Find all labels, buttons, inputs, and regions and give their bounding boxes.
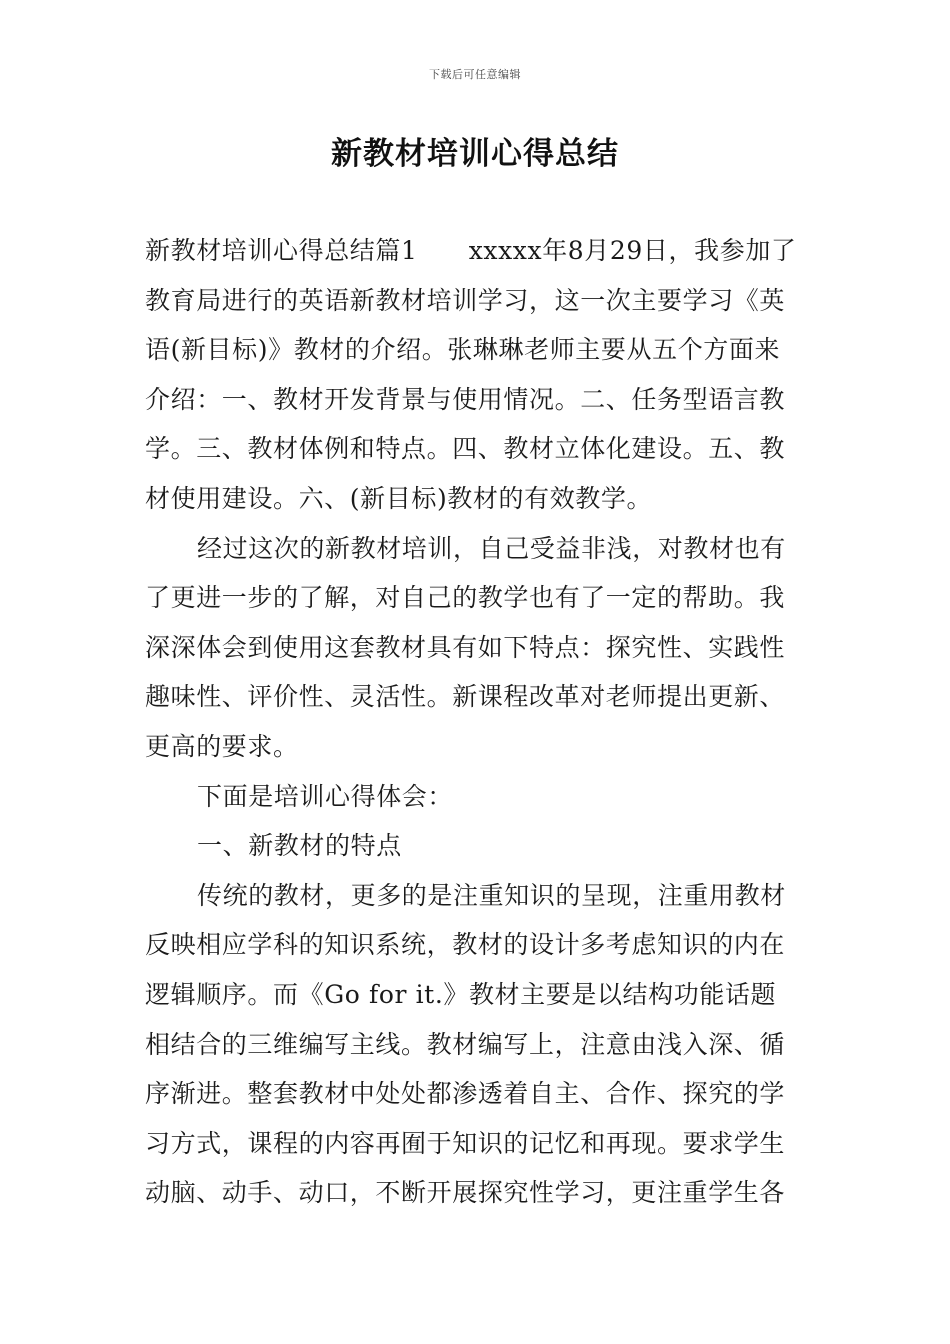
body-line: 新教材培训心得总结篇1 xxxxx年8月29日，我参加了 [145, 236, 797, 265]
body-line: 一、新教材的特点 [197, 831, 402, 861]
body-line: 经过这次的新教材培训，自己受益非浅，对教材也有 [197, 533, 786, 563]
page-header-note: 下载后可任意编辑 [429, 68, 521, 81]
body-line: 逻辑顺序。而《Go for it.》教材主要是以结构功能话题 [145, 979, 777, 1009]
body-line: 序渐进。整套教材中处处都渗透着自主、合作、探究的学 [145, 1079, 786, 1109]
document-title: 新教材培训心得总结 [331, 136, 619, 172]
body-line: 趣味性、评价性、灵活性。新课程改革对老师提出更新、 [145, 682, 786, 712]
body-line: 材使用建设。六、(新目标)教材的有效教学。 [145, 483, 653, 513]
body-line: 学。三、教材体例和特点。四、教材立体化建设。五、教 [145, 434, 786, 464]
body-line: 语(新目标)》教材的介绍。张琳琳老师主要从五个方面来 [145, 335, 781, 365]
body-line: 更高的要求。 [145, 731, 299, 761]
document-body [145, 226, 810, 1218]
body-line: 介绍：一、教材开发背景与使用情况。二、任务型语言教 [145, 384, 786, 414]
body-line: 相结合的三维编写主线。教材编写上，注意由浅入深、循 [145, 1029, 786, 1059]
body-line: 传统的教材，更多的是注重知识的呈现，注重用教材 [197, 880, 786, 910]
body-line: 了更进一步的了解，对自己的教学也有了一定的帮助。我 [145, 583, 786, 613]
body-line: 下面是培训心得体会： [197, 781, 454, 811]
body-line: 深深体会到使用这套教材具有如下特点：探究性、实践性 [145, 632, 786, 662]
body-line: 反映相应学科的知识系统，教材的设计多考虑知识的内在 [145, 930, 786, 960]
body-line: 教育局进行的英语新教材培训学习，这一次主要学习《英 [145, 285, 786, 315]
body-line: 动脑、动手、动口，不断开展探究性学习，更注重学生各 [145, 1178, 786, 1208]
body-line: 习方式，课程的内容再囿于知识的记忆和再现。要求学生 [145, 1128, 786, 1158]
